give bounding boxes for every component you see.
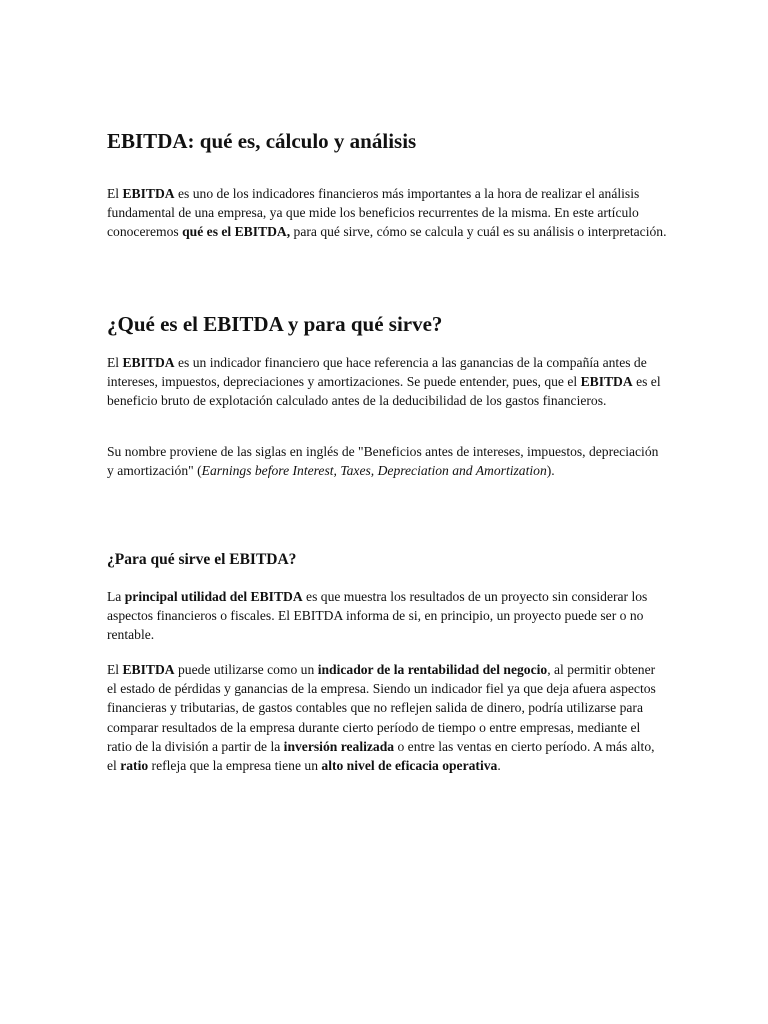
text-run: para qué sirve, cómo se calcula y cuál es su análisis o interpretación.: [290, 224, 667, 240]
bold-text: inversión realizada: [283, 738, 395, 754]
text-run: o entre las ventas en cierto período. A más alto, el: [107, 738, 655, 774]
text-run: es que muestra los resultados de un proyecto sin considerar los aspectos financieros o fiscales. El EBITDA informa de si, en principio, un proyecto puede ser o no rentable.: [107, 589, 648, 643]
text-run: es uno de los indicadores financieros más importantes a la hora de realizar el análisis fundamental de una empresa, ya que mide los beneficios recurrentes de la misma. En este artículo conoceremos: [107, 186, 640, 240]
text-run: La: [107, 589, 125, 604]
text-run: refleja que la empresa tiene un: [148, 758, 322, 774]
definition-paragraph: [107, 353, 667, 411]
italic-text: Earnings before Interest, Taxes, Depreciation and Amortization: [201, 463, 547, 479]
bold-text: ratio: [120, 758, 149, 774]
text-run: puede utilizarse como un: [174, 662, 318, 677]
bold-text: principal utilidad del EBITDA: [124, 589, 303, 604]
bold-text: EBITDA: [122, 186, 175, 201]
bold-text: alto nivel de eficacia operativa: [321, 758, 498, 774]
bold-text: qué es el EBITDA,: [182, 224, 291, 240]
page-title: EBITDA: qué es, cálculo y análisis: [107, 129, 417, 153]
text-run: ).: [546, 463, 555, 479]
text-run: Su nombre proviene de las siglas en inglés de "Beneficios antes de intereses, impuestos, depreciación y amortización" (: [107, 444, 659, 479]
bold-text: EBITDA: [122, 355, 175, 370]
text-run: es el beneficio bruto de explotación calculado antes de la deducibilidad de los gastos financieros.: [107, 374, 661, 409]
text-run: El: [107, 662, 123, 677]
text-run: El: [107, 355, 123, 370]
section-heading-what-is: ¿Qué es el EBITDA y para qué sirve?: [107, 312, 443, 336]
utility-paragraph: [107, 587, 667, 645]
bold-text: EBITDA: [580, 374, 633, 390]
name-origin-paragraph: [107, 442, 667, 480]
bold-text: indicador de la rentabilidad del negocio: [317, 662, 548, 677]
intro-paragraph: [107, 184, 667, 242]
text-run: es un indicador financiero que hace referencia a las ganancias de la compañía antes de intereses, impuestos, depreciaciones y amortizaciones. Se puede entender, pues, que el: [107, 355, 647, 390]
subsection-heading-purpose: ¿Para qué sirve el EBITDA?: [107, 551, 297, 568]
bold-text: EBITDA: [122, 662, 175, 677]
text-run: El: [107, 186, 123, 201]
profitability-paragraph: [107, 660, 667, 775]
text-run: , al permitir obtener el estado de pérdidas y ganancias de la empresa. Siendo un indicador fiel ya que deja afuera aspectos financieras y tributarias, de gastos contables que no reflejen salida de dinero, podría utilizarse para comparar resultados de la empresa durante cierto período de tiempo o entre empresas, mediante el ratio de la división a partir de la: [107, 662, 656, 754]
text-run: .: [497, 758, 501, 774]
